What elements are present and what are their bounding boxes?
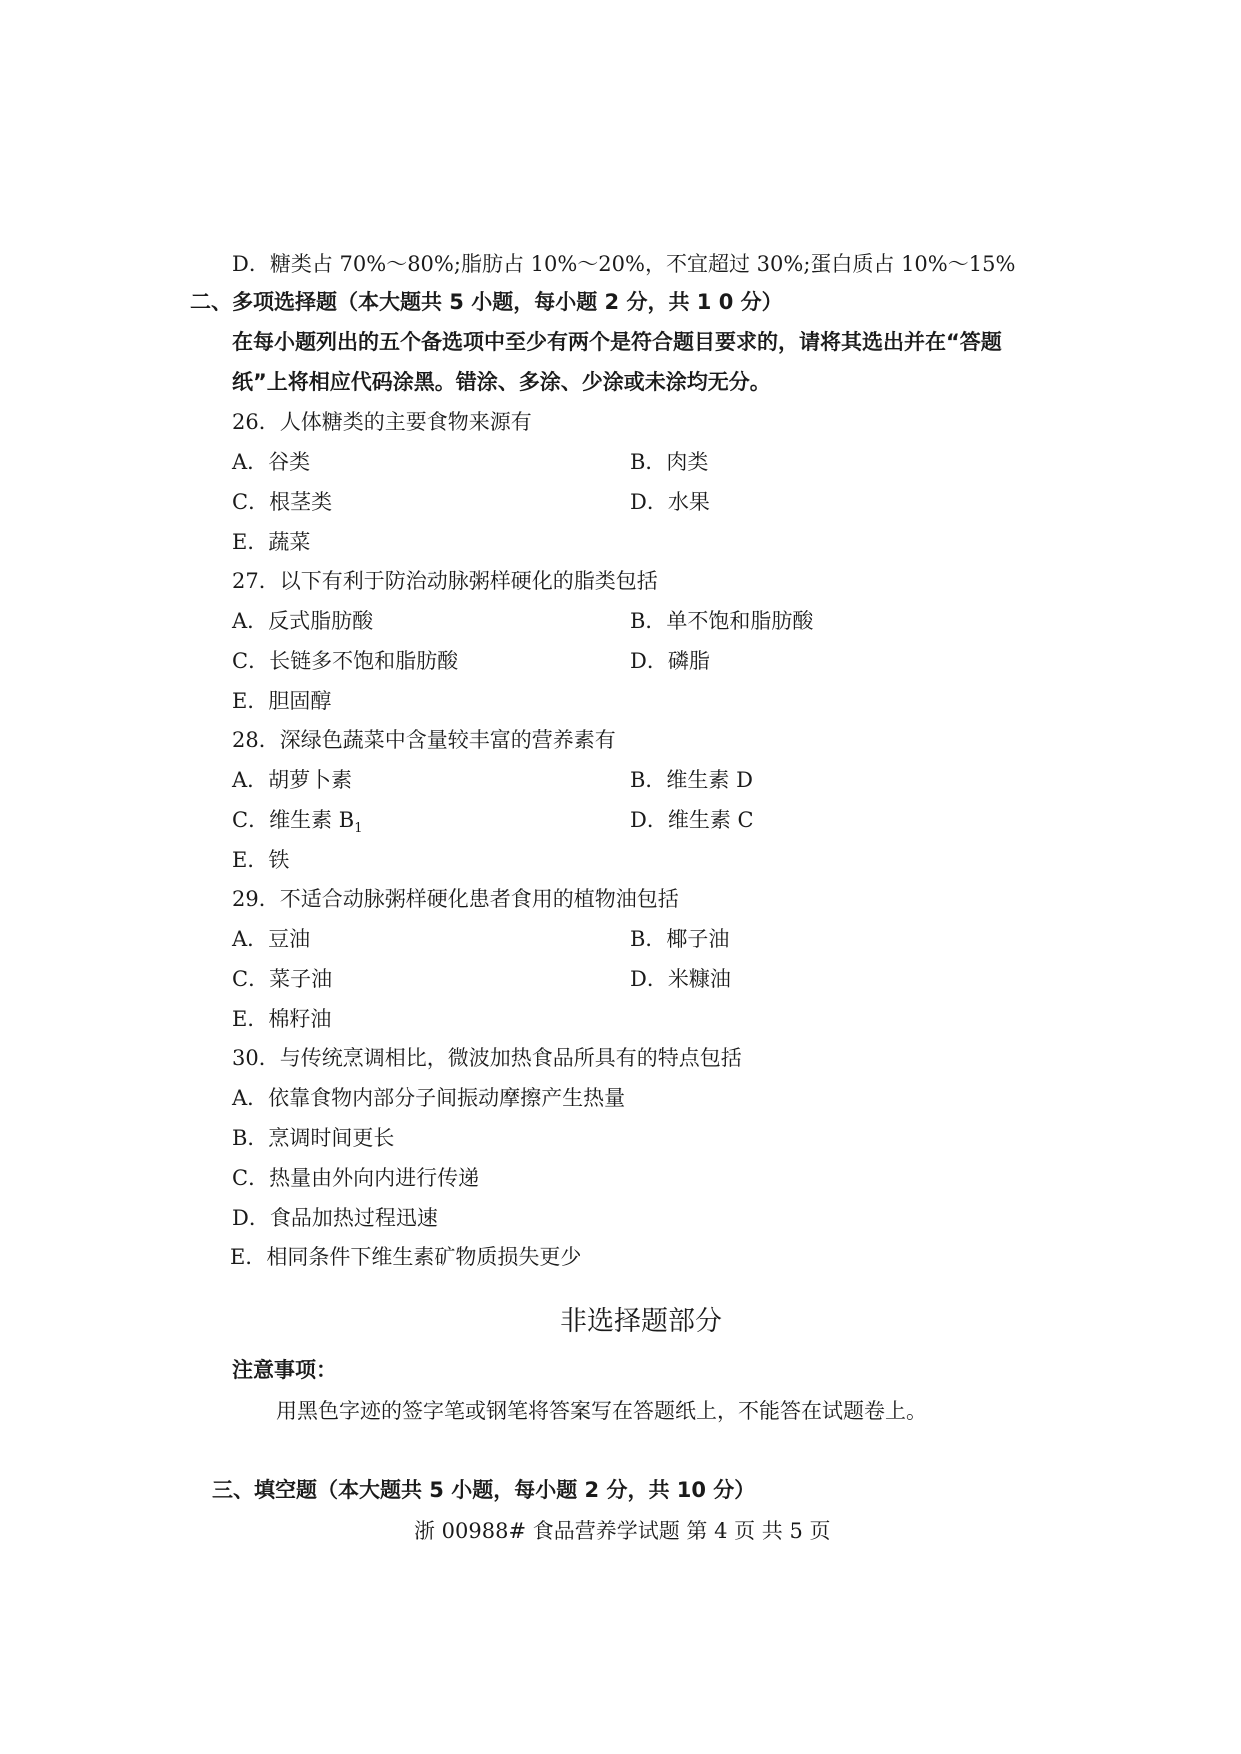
question-27-option-e: E．胆固醇: [232, 689, 332, 713]
notice-label: 注意事项：: [232, 1358, 337, 1382]
question-27-stem: 27．以下有利于防治动脉粥样硬化的脂类包括: [232, 569, 658, 593]
question-28-option-e: E．铁: [232, 848, 290, 872]
question-26-stem: 26．人体糖类的主要食物来源有: [232, 410, 532, 434]
section-two-instructions-line1: 在每小题列出的五个备选项中至少有两个是符合题目要求的，请将其选出并在“答题: [232, 330, 1002, 354]
question-28-option-a: A．胡萝卜素: [232, 768, 353, 792]
question-28-option-c-subscript: 1: [354, 821, 363, 837]
question-26-option-a: A．谷类: [232, 450, 311, 474]
question-30-stem: 30．与传统烹调相比，微波加热食品所具有的特点包括: [232, 1046, 742, 1070]
question-28-option-c-text: C．维生素 B: [232, 808, 355, 832]
question-30-option-b: B．烹调时间更长: [232, 1126, 395, 1150]
question-26-option-b: B．肉类: [630, 450, 709, 474]
question-30-option-d: D．食品加热过程迅速: [232, 1206, 438, 1230]
question-27-option-c: C．长链多不饱和脂肪酸: [232, 649, 459, 673]
section-two-title: 二、多项选择题（本大题共 5 小题，每小题 2 分，共 1 0 分）: [190, 290, 783, 314]
question-28-option-b: B．维生素 D: [630, 768, 753, 792]
question-30-option-e: E．相同条件下维生素矿物质损失更少: [230, 1245, 582, 1269]
question-27-option-a: A．反式脂肪酸: [232, 609, 374, 633]
section-three-title: 三、填空题（本大题共 5 小题，每小题 2 分，共 10 分）: [212, 1478, 756, 1502]
question-27-option-b: B．单不饱和脂肪酸: [630, 609, 814, 633]
question-26-option-e: E．蔬菜: [232, 530, 311, 554]
question-28-stem: 28．深绿色蔬菜中含量较丰富的营养素有: [232, 728, 616, 752]
question-29-option-a: A．豆油: [232, 927, 311, 951]
question-29-option-e: E．棉籽油: [232, 1007, 332, 1031]
question-26-option-d: D．水果: [630, 490, 710, 514]
question-28-option-c: [232, 806, 362, 843]
question-29-stem: 29．不适合动脉粥样硬化患者食用的植物油包括: [232, 887, 679, 911]
question-29-option-d: D．米糠油: [630, 967, 731, 991]
question-30-option-c: C．热量由外向内进行传递: [232, 1166, 480, 1190]
question-27-option-d: D．磷脂: [630, 649, 710, 673]
option-d-carryover: D．糖类占 70%～80%;脂肪占 10%～20%，不宜超过 30%;蛋白质占 10%～15%: [232, 252, 1016, 276]
question-28-option-d: D．维生素 C: [630, 808, 754, 832]
page-footer: 浙 00988# 食品营养学试题 第 4 页 共 5 页: [414, 1519, 831, 1543]
section-two-instructions-line2: 纸”上将相应代码涂黑。错涂、多涂、少涂或未涂均无分。: [232, 370, 771, 394]
question-29-option-b: B．椰子油: [630, 927, 730, 951]
non-choice-heading: 非选择题部分: [560, 1306, 722, 1337]
question-26-option-c: C．根茎类: [232, 490, 333, 514]
question-29-option-c: C．菜子油: [232, 967, 333, 991]
notice-text: 用黑色字迹的签字笔或钢笔将答案写在答题纸上，不能答在试题卷上。: [276, 1399, 927, 1423]
question-30-option-a: A．依靠食物内部分子间振动摩擦产生热量: [232, 1086, 626, 1110]
